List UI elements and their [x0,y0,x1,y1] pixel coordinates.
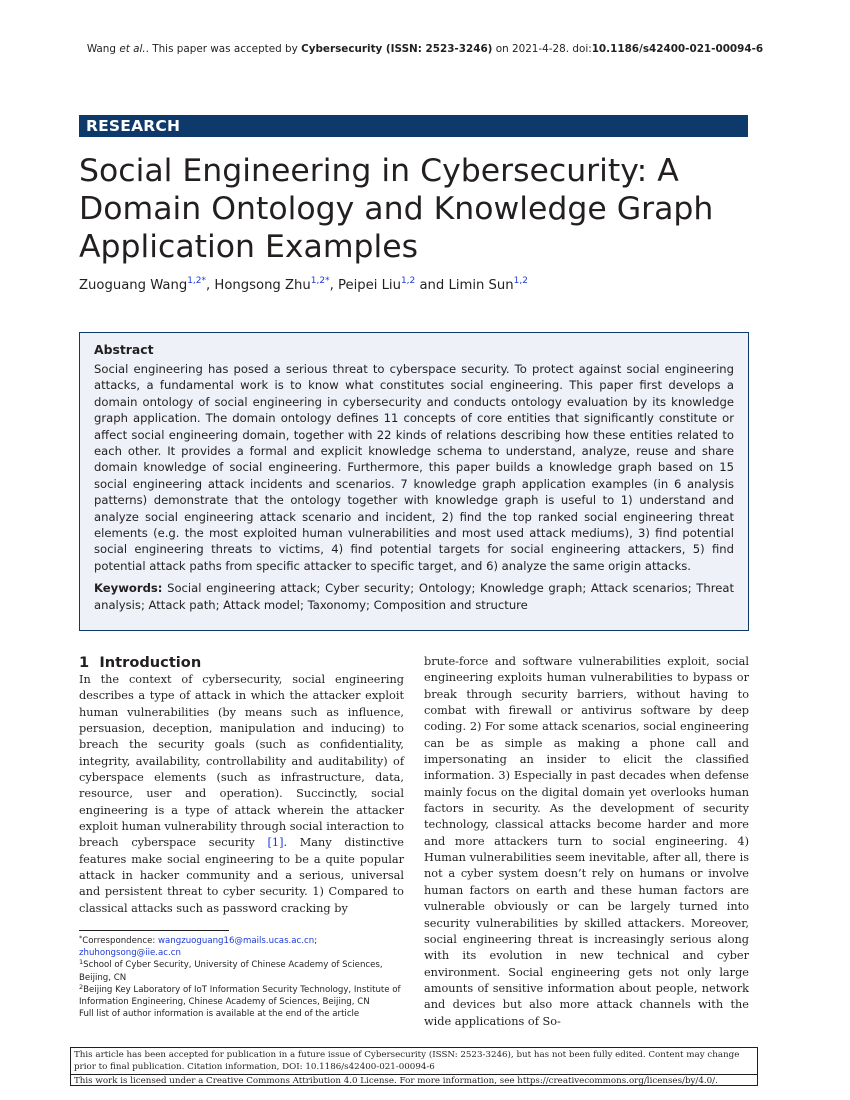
author-name: Limin Sun [448,278,514,293]
right-column [424,654,749,1030]
correspondence-note: *Correspondence: wangzuoguang16@mails.ucas.ac.cn; zhuhongsong@iie.ac.cn [79,934,318,959]
keywords-text: Social engineering attack; Cyber security; Ontology; Knowledge graph; Attack scenarios; Threat analysis; Attack path; Attack model; Taxonomy; Composition and structure [94,581,734,612]
section-heading-introduction [79,654,404,672]
author-name: Peipei Liu [337,278,401,293]
author-affiliation[interactable]: 1,2* [187,276,207,286]
aff-mark: 1 [79,958,84,967]
section-number: 1 [79,654,90,671]
footnote-divider [79,930,229,931]
email-link[interactable]: wangzuoguang16@mails.ucas.ac.cn [158,936,315,946]
header-journal: Cybersecurity (ISSN: 2523-3246) [301,43,493,55]
section-label: RESEARCH [79,115,748,137]
license-line-1: This article has been accepted for publication in a future issue of Cybersecurity (ISSN: 2523-3246), but has not been fully edited. Content may change prior to final publication. Citation information, DOI: 10.1186/s42400-021-00094-6 [74,1050,740,1073]
author-affiliation[interactable]: 1,2* [310,276,330,286]
corr-label: Correspondence: [82,936,158,946]
header-doi: 10.1186/s42400-021-00094-6 [591,43,764,55]
author-affiliation[interactable]: 1,2 [513,276,528,286]
aff-mark: 2 [79,982,84,991]
affiliation-text: Beijing Key Laboratory of IoT Information Security Technology, Institute of Information Engineering, Chinese Academy of Sciences, Beijing, CN [79,984,401,1008]
author-info-note: Full list of author information is available at the end of the article [79,1009,360,1020]
author-list [79,278,528,293]
keywords-label: Keywords: [94,581,163,596]
header-et-al: et al. [119,43,146,55]
corr-mark: * [79,934,83,942]
abstract-heading: Abstract [94,342,154,357]
left-column [79,654,404,917]
affiliation-text: School of Cyber Security, University of Chinese Academy of Sciences, Beijing, CN [79,960,383,983]
section-title: Introduction [99,654,202,671]
affiliation-note [79,959,404,983]
citation-link[interactable]: [1] [267,836,284,850]
header-author: Wang [86,43,116,55]
intro-paragraph-right: brute-force and software vulnerabilities exploit, social engineering exploits human vulnerabilities to bypass or break through security barriers, without having to combat with firewall or antivirus software by deep coding. 2) For some attack scenarios, social engineering can be as simple as making a phone call and impersonating an insider to elicit the classified information. 3) Especially in past decades when defense mainly focus on the digital domain yet overlooks human factors in security. As the development of security technology, classical attacks become harder and more and more attackers turn to social engineering. 4) Human vulnerabilities seem inevitable, after all, there is not a cyber system doesn’t rely on humans or involve human factors on earth and these human factors are vulnerable obviously or can be largely turned into security vulnerabilities by skilled attackers. Moreover, social engineering threat is increasingly serious along with its evolution in new technical and cyber environment. Social engineering gets not only large amounts of sensitive information about people, network and devices but also more attack channels with the wide applications of So- [424,655,749,1028]
affiliation-note [79,984,404,1008]
header-date: on 2021-4-28. doi: [495,43,592,55]
author-name: Zuoguang Wang [79,278,188,293]
license-line-2: This work is licensed under a Creative Commons Attribution 4.0 License. For more information, see https://creativecommons.org/licenses/by/4.0/. [74,1075,718,1086]
paper-title: Social Engineering in Cybersecurity: A Domain Ontology and Knowledge Graph Application Examples [79,153,714,265]
header-accepted: . This paper was accepted by [145,43,298,55]
intro-text-part1: In the context of cybersecurity, social engineering describes a type of attack in which the attacker exploit human vulnerabilities (by means such as influence, persuasion, deception, manipulation and inducing) to breach the security goals (such as confidentiality, integrity, availability, controllability and auditability) of cyberspace elements (such as infrastructure, data, resource, user and operation). Succinctly, social engineering is a type of attack wherein the attacker exploit human vulnerability through social interaction to breach cyberspace security [79,673,404,850]
intro-text-part2: . Many distinctive features make social engineering to be a quite popular attack in hacker community and a serious, universal and persistent threat to cyber security. 1) Compared to classical attacks such as password cracking by [79,836,404,915]
license-box [70,1047,758,1086]
author-name: Hongsong Zhu [214,278,311,293]
footnotes [79,935,404,1020]
intro-paragraph-left [79,672,404,917]
email-link[interactable]: zhuhongsong@iie.ac.cn [79,948,181,959]
running-header [0,43,850,55]
author-separator: , [329,278,338,293]
abstract-text: Social engineering has posed a serious threat to cyberspace security. To protect against social engineering attacks, a fundamental work is to know what constitutes social engineering. This paper first develops a domain ontology of social engineering in cybersecurity and conducts ontology evaluation by its knowledge graph application. The domain ontology defines 11 concepts of core entities that significantly constitute or affect social engineering domain, together with 22 kinds of relations describing how these entities related to each other. It provides a formal and explicit knowledge schema to understand, analyze, reuse and share domain knowledge of social engineering. Furthermore, this paper builds a knowledge graph based on 15 social engineering attack incidents and scenarios. 7 knowledge graph application examples (in 6 analysis patterns) demonstrate that the ontology together with knowledge graph is useful to 1) understand and analyze social engineering attack scenario and incident, 2) find the top ranked social engineering threat elements (e.g. the most exploited human vulnerabilities and most used attack mediums), 3) find potential social engineering threats to victims, 4) find potential targets for social engineering attackers, 5) find potential attack paths from specific attacker to specific target, and 6) analyze the same origin attacks. [94,362,734,573]
author-affiliation[interactable]: 1,2 [400,276,416,286]
keywords [94,580,734,613]
author-separator: , [206,278,215,293]
abstract-box [79,332,749,631]
author-separator: and [415,278,449,293]
